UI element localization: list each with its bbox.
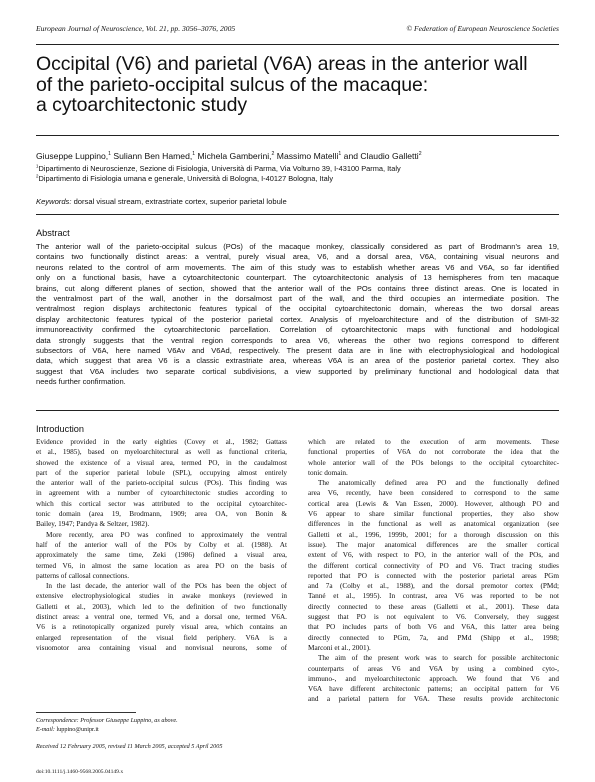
body-text-line: patterns of callosal connections. bbox=[36, 571, 130, 580]
abstract-line: ventralmost region displays architectonic features typical of the occipital cytoarchitectonic domain, whereas the two dorsal areas bbox=[36, 304, 559, 314]
body-text-line: differences in the functional as well as anatomical organization (see bbox=[308, 520, 559, 529]
affiliation-text: Dipartimento di Fisiologia umana e generale, Università di Bologna, I-40127 Bologna, Italy bbox=[38, 174, 334, 183]
body-text-line: issue). The major anatomical differences are the smaller cortical bbox=[308, 540, 559, 549]
body-text-line: et al., 1985), based on myeloarchitectural as well as functional criteria, bbox=[36, 448, 287, 457]
body-text-line: The anatomically defined area PO and the functionally defined bbox=[318, 479, 559, 488]
author-affil-mark: 1 bbox=[338, 151, 342, 158]
email-line bbox=[36, 726, 287, 734]
author-list bbox=[36, 151, 559, 162]
author-affil-mark: 1 bbox=[108, 151, 112, 158]
body-text-line: which this cortical sector was attributed to the occipital cytoarchitec- bbox=[36, 499, 287, 508]
abstract-line: display architectonic features typical of the posterior parietal cortex. Analysis of myeloarchitecture and of the distribution of SMI-32 bbox=[36, 314, 559, 324]
body-text-line: directly connected to these areas (Galletti et al., 2001). These data bbox=[308, 602, 559, 611]
affiliation-mark: 1 bbox=[36, 163, 39, 169]
body-text-line: Evidence provided in the early eighties (Covey et al., 1982; Gattass bbox=[36, 438, 287, 446]
body-text-line: V6A have different architectonic patterns; an occipital pattern for V6 bbox=[308, 685, 559, 694]
body-text-line: V6 appear to share similar functional properties, they also show bbox=[308, 510, 559, 519]
article-title bbox=[36, 54, 559, 116]
abstract-line: contains two functionally distinct areas: a ventral, purely visual area, V6, and a dorsal area, V6A, containing visual neurons and bbox=[36, 252, 559, 262]
copyright-notice: © Federation of European Neuroscience Societies bbox=[406, 24, 559, 33]
body-text-line: and 7a (Colby et al., 1988), and the dorsal premotor cortex (PMd; bbox=[308, 582, 559, 591]
affiliation-mark: 2 bbox=[36, 173, 39, 179]
body-text-line: enlarged representation of the visual field periphery. V6A is a bbox=[36, 633, 287, 642]
body-text-line: Bailey, 1947; Pandya & Seltzer, 1982). bbox=[36, 520, 150, 529]
author-name: Giuseppe Luppino, bbox=[36, 151, 109, 161]
author-name: Suliann Ben Hamed, bbox=[111, 151, 193, 161]
correspondence-note: Correspondence: Professor Giuseppe Luppino, as above. bbox=[36, 717, 178, 724]
email-label: E-mail: bbox=[36, 726, 57, 733]
body-text-line: that PO includes parts of both V6 and V6A, this latter area being bbox=[308, 623, 559, 632]
author-affil-mark: 1 bbox=[192, 151, 196, 158]
abstract-line: subsectors of V6A, here named V6Av and V6Ad, respectively. The present data are in line with electrophysiological and hodological bbox=[36, 346, 559, 356]
author-affil-mark: 2 bbox=[418, 151, 422, 158]
abstract-line: neurons related to the control of arm movements. The aim of this study was to establish whether areas V6 and V6A, so far identified bbox=[36, 262, 559, 272]
body-text-line: Galletti et al., 1996, 1999b, 2001; for a thorough discussion on this bbox=[308, 530, 559, 539]
body-text-line: the anterior wall of the parieto-occipital sulcus (POs). This finding was bbox=[36, 479, 287, 488]
journal-citation: European Journal of Neuroscience, Vol. 21, pp. 3056–3076, 2005 bbox=[36, 24, 236, 33]
body-text-line: part of the superior parietal lobule (SPL), occupying almost entirely bbox=[36, 468, 287, 477]
abstract-line: the ventralmost part of the wall, another in the dorsalmost part of the wall, and the third occupies an intermediate position. The bbox=[36, 294, 559, 304]
body-text-line: distinct areas: a ventral one, termed V6, and a dorsal one, termed V6A. bbox=[36, 613, 287, 622]
author-affil-mark: 2 bbox=[271, 151, 275, 158]
body-text-line: visuomotor area containing visual and nonvisual neurons, some of bbox=[36, 643, 287, 652]
body-text-line: Tanné et al., 1995). In contrast, area V6 was reported to be not bbox=[308, 592, 559, 601]
body-text-line: Galletti et al., 2003), which led to the definition of two functionally bbox=[36, 602, 287, 611]
abstract-line: The anterior wall of the parieto-occipital sulcus (POs) of the macaque monkey, classically considered as part of Brodmann's area 19, bbox=[36, 242, 559, 251]
body-text-line: More recently, area PO was confined to approximately the ventral bbox=[46, 530, 287, 539]
body-text-line: V6 is a retinotopically organized purely visual area, which contains an bbox=[36, 623, 287, 632]
body-text-line: tonic domain (area 19, Brodmann, 1909; area OA, von Bonin & bbox=[36, 510, 287, 519]
introduction-heading: Introduction bbox=[36, 424, 85, 434]
body-text-line: area V6, recently, have been considered to correspond to the same bbox=[308, 489, 559, 498]
email-address[interactable]: luppino@unipr.it bbox=[56, 726, 99, 733]
title-line: a cytoarchitectonic study bbox=[36, 94, 248, 116]
body-text-line: whole anterior wall of the POs belongs to the occipital cytoarchitec- bbox=[308, 458, 559, 467]
body-text-line: tonic domain. bbox=[308, 468, 348, 477]
abstract-line: immunoreactivity confirmed the cytoarchitectonic parcellation. Correlation of cytoarchitectonic maps with functional and hodological bbox=[36, 325, 559, 335]
body-column-left bbox=[36, 437, 287, 653]
title-line: Occipital (V6) and parietal (V6A) areas in the anterior wall bbox=[36, 53, 528, 75]
abstract-line: only on a functional basis, have a cytoarchitectonic counterpart. The cytoarchitectonic analysis of 13 hemispheres from ten macaque bbox=[36, 273, 559, 283]
author-name: Michela Gamberini, bbox=[195, 151, 272, 161]
body-text-line: approximately the same time, Zeki (1986) defined a visual area, bbox=[36, 551, 287, 560]
keywords bbox=[36, 197, 559, 206]
body-text-line: in agreement with a number of cytoarchitectonic studies according to bbox=[36, 489, 287, 498]
body-text-line: reported that PO is connected with the posterior parietal areas PGm bbox=[308, 571, 559, 580]
body-text-line: termed V6, in almost the same location as area PO on the basis of bbox=[36, 561, 287, 570]
keywords-text: dorsal visual stream, extrastriate cortex, superior parietal lobule bbox=[71, 197, 287, 206]
abstract-heading: Abstract bbox=[36, 228, 70, 238]
body-text-line: suggest that PO is not equivalent to V6. Conversely, they suggest bbox=[308, 613, 559, 622]
received-dates: Received 12 February 2005, revised 11 March 2005, accepted 5 April 2005 bbox=[36, 743, 223, 750]
body-text-line: the different cortical connectivity of PO and V6. Tract tracing studies bbox=[308, 561, 559, 570]
body-text-line: functional properties of V6A do not corroborate the idea that the bbox=[308, 448, 559, 457]
body-text-line: extent of V6, with respect to PO, in the anterior wall of the POs, and bbox=[308, 551, 559, 560]
running-head bbox=[36, 24, 559, 36]
keywords-label: Keywords: bbox=[36, 197, 72, 206]
abstract-line: data, which suggest that area V6 is a classic extrastriate area, whereas V6A is an area of the posterior parietal cortex. They also bbox=[36, 356, 559, 366]
body-text-line: cortical area (Lewis & Van Essen, 2000). However, although PO and bbox=[308, 499, 559, 508]
body-text-line: showed the existence of a visual area, termed PO, in the caudalmost bbox=[36, 458, 287, 467]
body-text-line: extensive electrophysiological studies in awake monkeys (reviewed in bbox=[36, 592, 287, 601]
author-name: Massimo Matelli bbox=[274, 151, 339, 161]
body-text-line: The aim of the present work was to search for possible architectonic bbox=[318, 654, 559, 663]
body-text-line: immuno-, and myeloarchitectonic approach. We found that V6 and bbox=[308, 674, 559, 683]
doi[interactable]: doi:10.1111/j.1460-9568.2005.04149.x bbox=[36, 769, 124, 775]
body-text-line: and a parietal pattern for V6A. These results provide architectonic bbox=[308, 695, 559, 704]
abstract-body bbox=[36, 242, 559, 388]
footnote-rule bbox=[36, 712, 136, 713]
abstract-line: data strongly suggests that the ventral region corresponds to area V6, whereas the other two regions correspond to different bbox=[36, 335, 559, 345]
body-text-line: which are related to the execution of arm movements. These bbox=[308, 438, 559, 446]
body-text-line: half of the anterior wall of the POs by Colby et al. (1988). At bbox=[36, 540, 287, 549]
abstract-line: brains, cut along different planes of section, showed that the anterior wall of the POs contains three distinct areas. One is located in bbox=[36, 283, 559, 293]
abstract-rule bbox=[36, 410, 559, 411]
affiliation-text: Dipartimento di Neuroscienze, Sezione di Fisiologia, Università di Parma, Via Volturno 39, I-43100 Parma, Italy bbox=[38, 164, 401, 173]
affiliation bbox=[36, 164, 559, 174]
header-rule bbox=[36, 44, 559, 45]
title-line: of the parieto-occipital sulcus of the macaque: bbox=[36, 73, 429, 96]
abstract-line: suggest that V6A includes two separate cortical subdivisions, a view supported by preliminary functional and hodological data that bbox=[36, 366, 559, 376]
keywords-rule bbox=[36, 214, 559, 215]
title-rule bbox=[36, 135, 559, 136]
body-text-line: counterparts of areas V6 and V6A by using a combined cyto-, bbox=[308, 664, 559, 673]
body-text-line: directly connected to PGm, 7a, and PMd (Shipp et al., 1998; bbox=[308, 633, 559, 642]
abstract-line: needs further confirmation. bbox=[36, 377, 126, 387]
body-text-line: In the last decade, the anterior wall of the POs has been the object of bbox=[46, 582, 287, 591]
author-name: and Claudio Galletti bbox=[341, 151, 419, 161]
body-text-line: Marconi et al., 2001). bbox=[308, 643, 371, 652]
affiliation bbox=[36, 174, 559, 184]
body-column-right bbox=[308, 437, 559, 705]
